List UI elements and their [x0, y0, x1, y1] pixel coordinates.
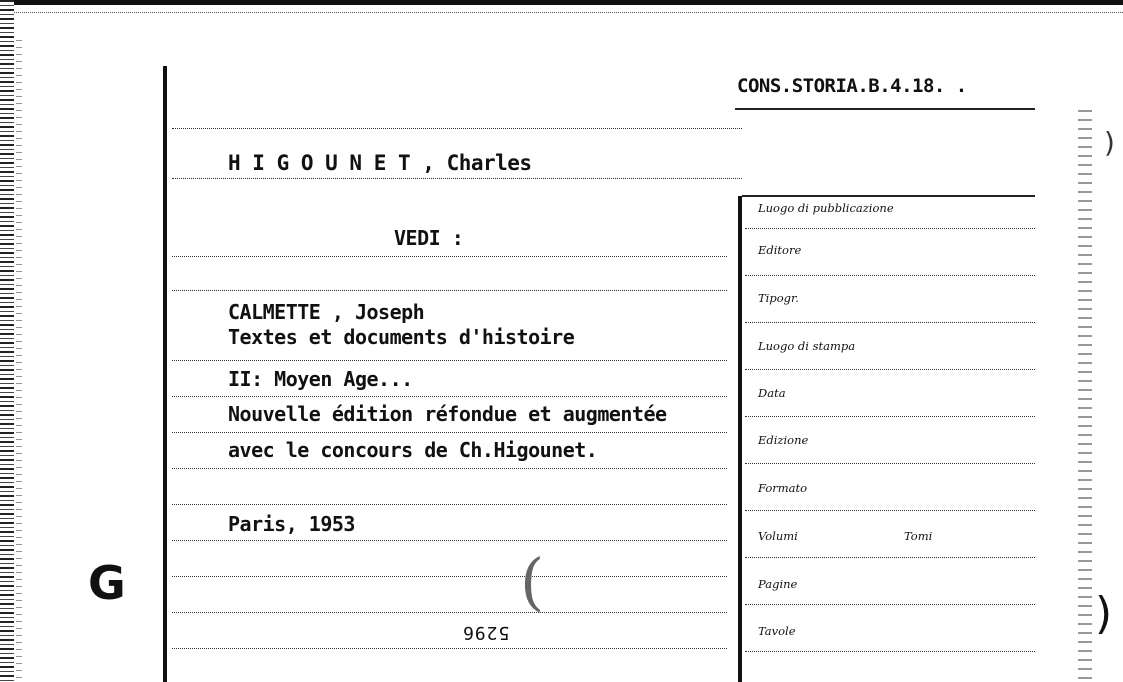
entry-edition: Nouvelle édition réfondue et augmentée — [228, 402, 667, 426]
rule-line — [172, 396, 727, 397]
field-rule — [745, 416, 1035, 417]
rule-line — [172, 576, 727, 577]
rule-line — [172, 504, 727, 505]
field-formato: Formato — [758, 481, 808, 495]
see-label: VEDI : — [394, 226, 464, 250]
field-data: Data — [758, 386, 786, 400]
field-tavole: Tavole — [758, 624, 796, 638]
field-rule — [745, 651, 1035, 652]
imprint: Paris, 1953 — [228, 512, 355, 536]
card-margin-line — [163, 66, 167, 682]
field-rule — [745, 275, 1035, 276]
rule-line — [172, 256, 727, 257]
index-letter: G — [88, 556, 126, 610]
left-scan-edge-inner — [16, 40, 22, 680]
entry-contributor: avec le concours de Ch.Higounet. — [228, 438, 598, 462]
rule-line — [172, 648, 727, 649]
rule-line — [172, 540, 727, 541]
field-column-line — [738, 196, 742, 682]
field-edizione: Edizione — [758, 433, 809, 447]
field-editore: Editore — [758, 243, 802, 257]
call-number-underline — [735, 108, 1035, 110]
left-scan-edge — [0, 0, 14, 682]
rule-line — [172, 178, 742, 179]
entry-title: Textes et documents d'histoire — [228, 325, 575, 349]
field-rule — [745, 228, 1035, 229]
rule-line — [172, 468, 727, 469]
top-dotted-rule — [0, 12, 1123, 13]
entry-author: CALMETTE , Joseph — [228, 300, 425, 324]
entry-volume: II: Moyen Age... — [228, 367, 413, 391]
call-number: CONS.STORIA.B.4.18. . — [737, 75, 967, 97]
rule-line — [172, 612, 727, 613]
field-rule — [745, 510, 1035, 511]
rule-line — [172, 290, 727, 291]
rule-line — [172, 360, 727, 361]
top-edge-line — [0, 0, 1123, 5]
right-scan-edge — [1078, 110, 1092, 682]
field-rule — [745, 557, 1035, 558]
inverted-stamp-number: 5296 — [462, 622, 510, 643]
field-column-top-rule — [742, 195, 1035, 197]
field-rule — [745, 604, 1035, 605]
field-volumi: Volumi — [758, 529, 798, 543]
field-tomi: Tomi — [904, 529, 933, 543]
field-luogo-pubblicazione: Luogo di pubblicazione — [758, 201, 894, 215]
author-heading: H I G O U N E T , Charles — [228, 151, 532, 175]
field-rule — [745, 322, 1035, 323]
field-tipogr: Tipogr. — [758, 291, 799, 305]
field-luogo-stampa: Luogo di stampa — [758, 339, 856, 353]
field-pagine: Pagine — [758, 577, 798, 591]
rule-line — [172, 128, 742, 129]
punch-hole-mark: ) — [1095, 588, 1113, 639]
pencil-mark: ( — [520, 545, 545, 618]
edge-mark: ) — [1104, 126, 1115, 159]
rule-line — [172, 432, 727, 433]
field-rule — [745, 369, 1035, 370]
field-rule — [745, 463, 1035, 464]
